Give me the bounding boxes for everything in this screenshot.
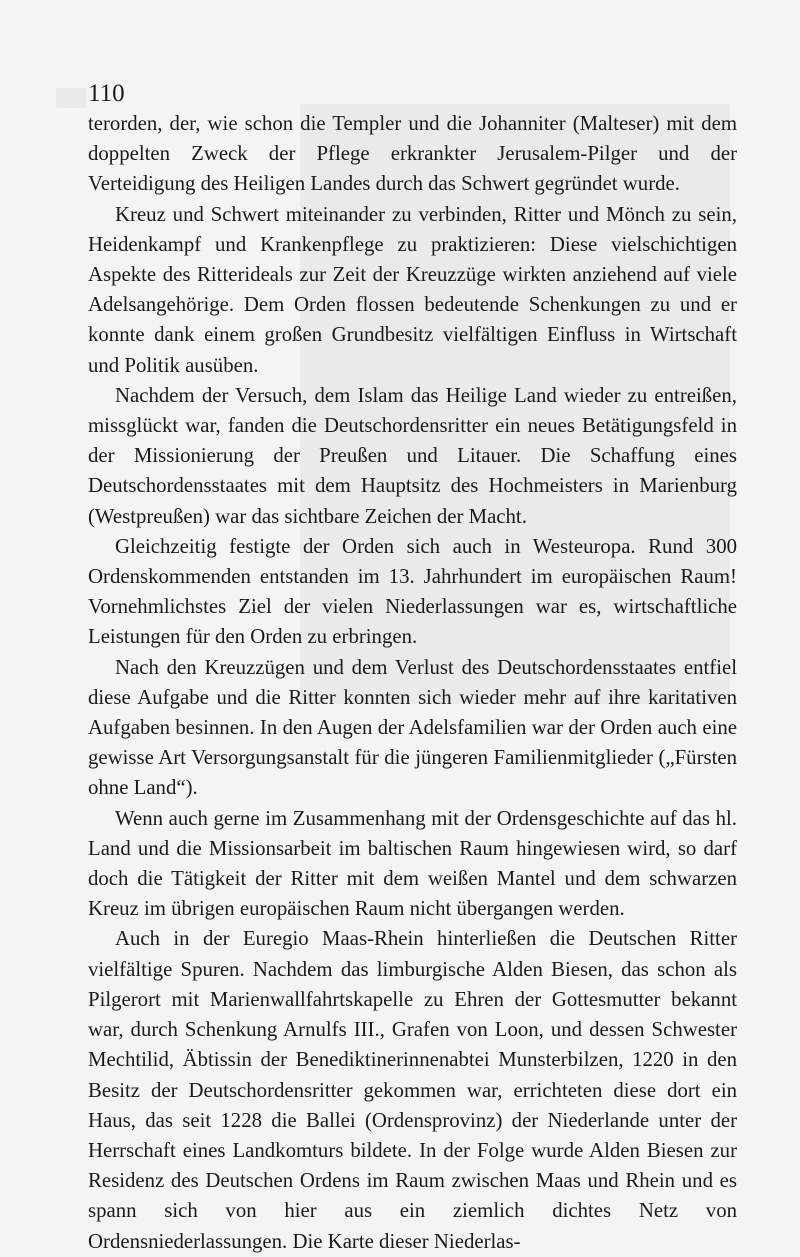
paragraph: Gleichzeitig festigte der Orden sich auch in Westeuropa. Rund 300 Ordenskommenden entstanden im 13. Jahrhundert im europäischen Raum! Vornehmlichstes Ziel der vielen Niederlassungen war es, wirtschaftliche Leistungen für den Orden zu erbringen. — [88, 534, 737, 649]
paragraph: Wenn auch gerne im Zusammenhang mit der Ordensgeschichte auf das hl. Land und die Missionsarbeit im baltischen Raum hingewiesen wird, so darf doch die Tätigkeit der Ritter mit dem weißen Mantel und dem schwarzen Kreuz im übrigen europäischen Raum nicht übergangen werden. — [88, 806, 737, 921]
paragraph: Kreuz und Schwert miteinander zu verbinden, Ritter und Mönch zu sein, Heidenkampf und Krankenpflege zu praktizieren: Diese vielschichtigen Aspekte des Ritterideals zur Zeit der Kreuzzüge wirkten anziehend auf viele Adelsangehörige. Dem Orden flossen bedeutende Schenkungen zu und er konnte dank einem großen Grundbesitz vielfältigen Einfluss in Wirtschaft und Politik ausüben. — [88, 202, 737, 377]
page-number: 110 — [88, 80, 125, 107]
body-text — [88, 109, 737, 1257]
paragraph: Nachdem der Versuch, dem Islam das Heilige Land wieder zu entreißen, missglückt war, fanden die Deutschordensritter ein neues Betätigungsfeld in der Missionierung der Preußen und Litauer. Die Schaffung eines Deutschordensstaates mit dem Hauptsitz des Hochmeisters in Marienburg (Westpreußen) war das sichtbare Zeichen der Macht. — [88, 383, 737, 528]
paragraph: Auch in der Euregio Maas-Rhein hinterließen die Deutschen Ritter vielfältige Spuren. Nachdem das limburgische Alden Biesen, das schon als Pilgerort mit Marienwallfahrtskapelle zu Ehren der Gottesmutter bekannt war, durch Schenkung Arnulfs III., Grafen von Loon, und dessen Schwester Mechtilid, Äbtissin der Benediktinerinnenabtei Munsterbilzen, 1220 in den Besitz der Deutschordensritter gekommen war, errichteten diese dort ein Haus, das seit 1228 die Ballei (Ordensprovinz) der Niederlande unter der Herrschaft eines Landkomturs bildete. In der Folge wurde Alden Biesen zur Residenz des Deutschen Ordens im Raum zwischen Maas und Rhein und es spann sich von hier aus ein ziemlich dichtes Netz von Ordensniederlassungen. Die Karte dieser Niederlas- — [88, 927, 737, 1253]
paragraph: Nach den Kreuzzügen und dem Verlust des Deutschordensstaates entfiel diese Aufgabe und die Ritter konnten sich wieder mehr auf ihre karitativen Aufgaben besinnen. In den Augen der Adelsfamilien war der Orden auch eine gewisse Art Versorgungsanstalt für die jüngeren Familienmitglieder („Fürsten ohne Land“). — [88, 655, 737, 800]
show-through-text — [56, 88, 86, 108]
paragraph: terorden, der, wie schon die Templer und die Johanniter (Malteser) mit dem doppelten Zweck der Pflege erkrankter Jerusalem-Pilger und der Verteidigung des Heiligen Landes durch das Schwert gegründet wurde. — [88, 112, 737, 196]
